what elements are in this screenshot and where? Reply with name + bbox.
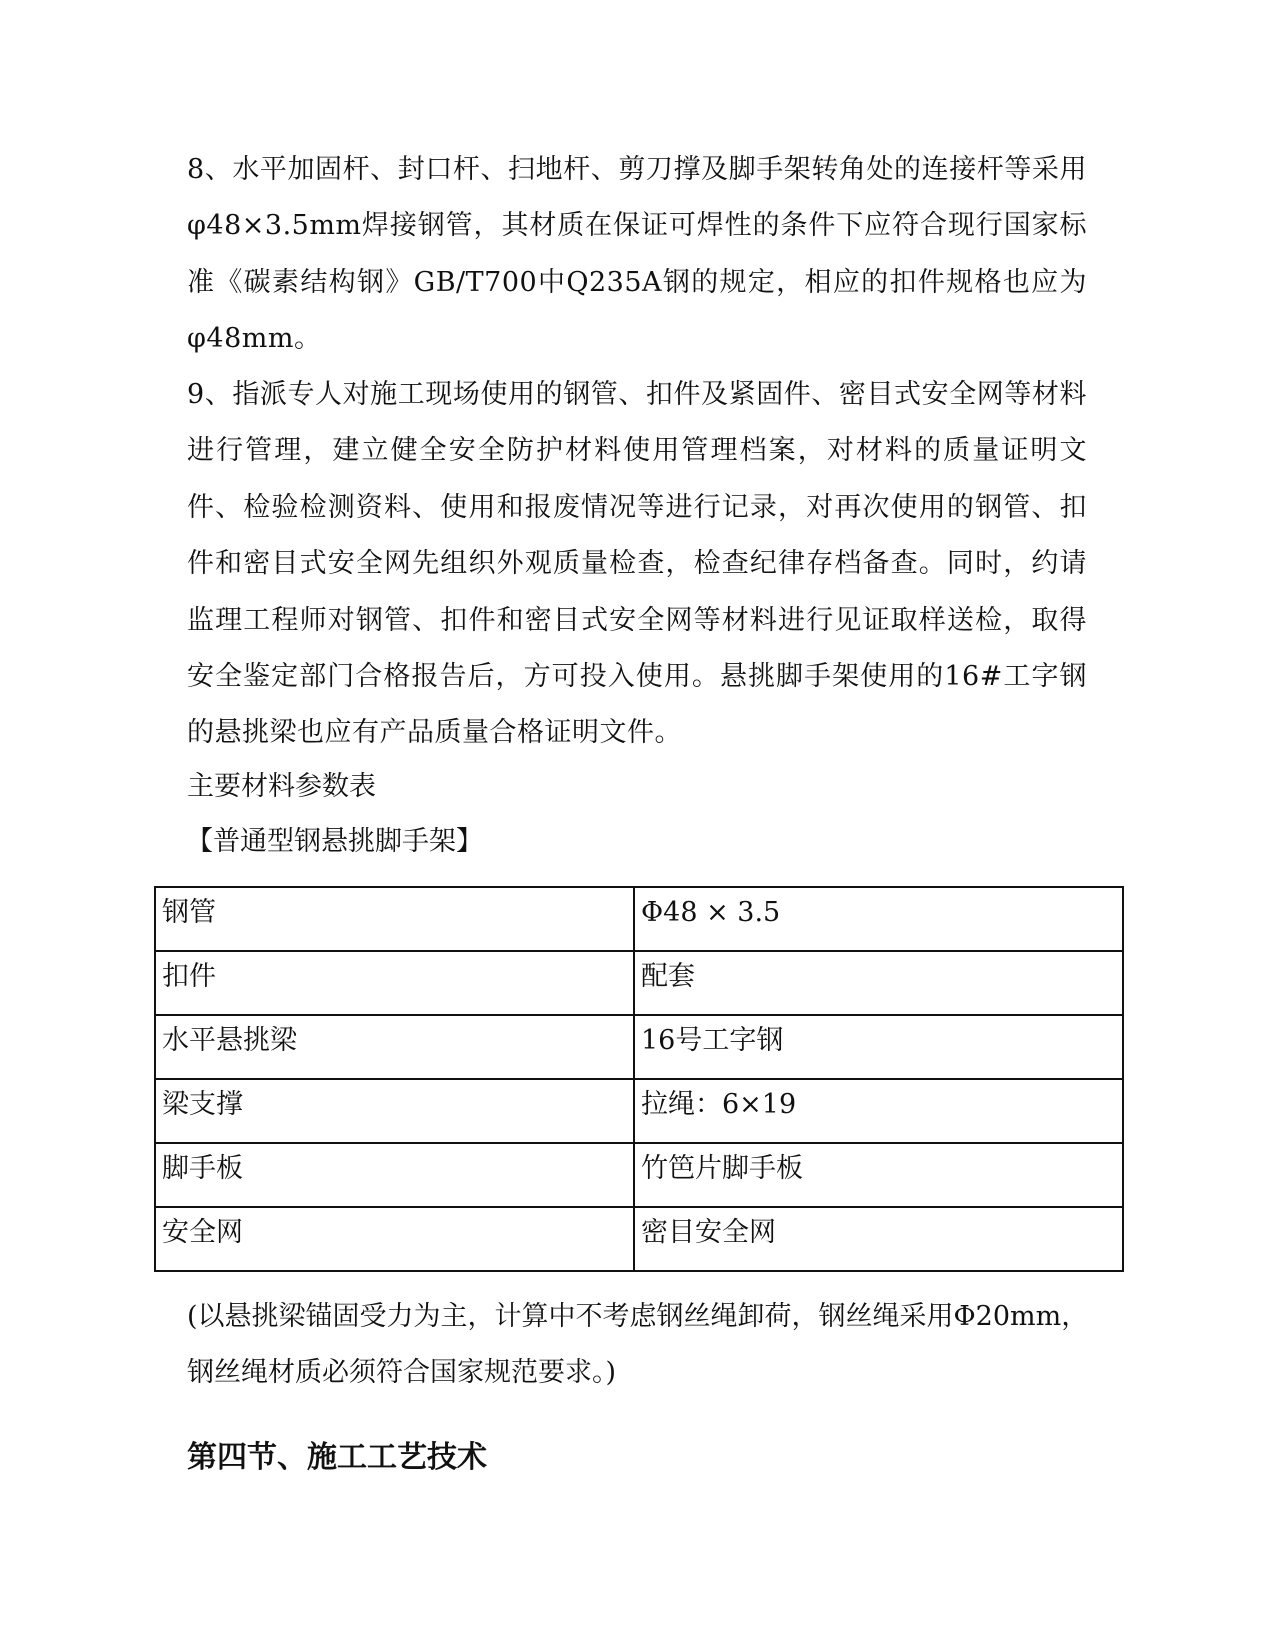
table-note: (以悬挑梁锚固受力为主，计算中不考虑钢丝绳卸荷，钢丝绳采用Φ20mm，钢丝绳材质必须符合国家规范要求。) [187,1301,1089,1388]
table-title: 主要材料参数表 [187,771,376,802]
paragraph-item-8: 8、水平加固杆、封口杆、扫地杆、剪刀撑及脚手架转角处的连接杆等采用φ48×3.5mm焊接钢管，其材质在保证可焊性的条件下应符合现行国家标准《碳素结构钢》GB/T700中Q235A钢的规定，相应的扣件规格也应为φ48mm。 [187,154,1087,355]
material-name-cell: 梁支撑 [155,1079,634,1143]
material-name-cell: 水平悬挑梁 [155,1015,634,1079]
section-heading: 第四节、施工工艺技术 [187,1440,487,1475]
material-value-cell: 拉绳：6×19 [634,1079,1123,1143]
material-name-cell: 扣件 [155,951,634,1015]
material-name-cell: 钢管 [155,887,634,951]
table-row [155,887,1123,951]
table-row [155,1015,1123,1079]
table-row [155,1079,1123,1143]
material-name-cell: 脚手板 [155,1143,634,1207]
material-parameters-table [154,886,1124,1272]
material-value-cell: Φ48 × 3.5 [634,887,1123,951]
table-row [155,1207,1123,1271]
material-name-cell: 安全网 [155,1207,634,1271]
material-value-cell: 竹笆片脚手板 [634,1143,1123,1207]
table-row [155,951,1123,1015]
paragraph-item-9: 9、指派专人对施工现场使用的钢管、扣件及紧固件、密目式安全网等材料进行管理，建立健全安全防护材料使用管理档案，对材料的质量证明文件、检验检测资料、使用和报废情况等进行记录，对再次使用的钢管、扣件和密目式安全网先组织外观质量检查，检查纪律存档备查。同时，约请监理工程师对钢管、扣件和密目式安全网等材料进行见证取样送检，取得安全鉴定部门合格报告后，方可投入使用。悬挑脚手架使用的16#工字钢的悬挑梁也应有产品质量合格证明文件。 [187,379,1087,749]
table-row [155,1143,1123,1207]
material-value-cell: 16号工字钢 [634,1015,1123,1079]
material-value-cell: 密目安全网 [634,1207,1123,1271]
table-subtitle: 【普通型钢悬挑脚手架】 [186,826,483,857]
material-value-cell: 配套 [634,951,1123,1015]
